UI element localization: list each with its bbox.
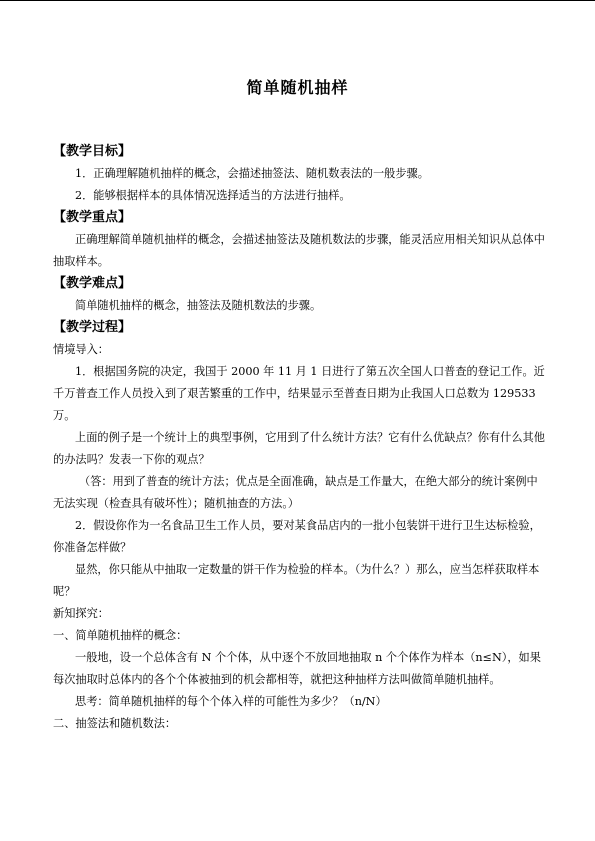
paragraph-question: 上面的例子是一个统计上的典型事例，它用到了什么统计方法？它有什么优缺点？你有什么其他的办法吗？发表一下你的观点？ [53,431,545,466]
concept-label: 一、简单随机抽样的概念： [53,629,188,642]
goal-item: 2．能够根据样本的具体情况选择适当的方法进行抽样。 [75,189,351,202]
key-points-text: 正确理解简单随机抽样的概念，会描述抽签法及随机数法的步骤，能灵活应用相关知识从总体中抽取样本。 [53,233,545,268]
top-rule [0,0,595,1]
paragraph-answer: （答：用到了普查的统计方法；优点是全面准确，缺点是工作量大，在绝大部分的统计案例中无法实现（检查具有破坏性）；随机抽查的方法。） [53,475,538,510]
intro-label: 情境导入： [53,343,109,356]
paragraph-definition: 一般地，设一个总体含有 N 个个体，从中逐个不放回地抽取 n 个个体作为样本（n≤N），如果每次抽取时总体内的各个个体被抽到的机会都相等，就把这种抽样方法叫做简单随机抽样。 [53,651,541,686]
heading-key-points: 【教学重点】 [53,210,132,225]
heading-process: 【教学过程】 [53,320,132,335]
heading-difficulties: 【教学难点】 [53,276,132,291]
page-title: 简单随机抽样 [246,78,349,97]
paragraph-census: 1．根据国务院的决定，我国于 2000 年 11 月 1 日进行了第五次全国人口普查的登记工作。近千万普查工作人员投入到了艰苦繁重的工作中，结果显示至普查日期为止我国人口总数为 129533 万。 [53,365,545,422]
new-knowledge-label: 新知探究： [53,607,109,620]
goal-item: 1．正确理解随机抽样的概念，会描述抽签法、随机数表法的一般步骤。 [75,167,429,180]
paragraph-biscuit: 2．假设你作为一名食品卫生工作人员，要对某食品店内的一批小包装饼干进行卫生达标检验，你准备怎样做？ [53,519,541,554]
document-body [53,141,545,735]
paragraph-sample: 显然，你只能从中抽取一定数量的饼干作为检验的样本。（为什么？）那么，应当怎样获取样本呢？ [53,563,540,598]
paragraph-think: 思考：简单随机抽样的每个个体入样的可能性为多少？（n/N） [75,695,387,708]
difficulties-text: 简单随机抽样的概念，抽签法及随机数法的步骤。 [75,299,322,312]
heading-goals: 【教学目标】 [53,144,132,159]
method-label: 二、抽签法和随机数法： [53,717,177,730]
